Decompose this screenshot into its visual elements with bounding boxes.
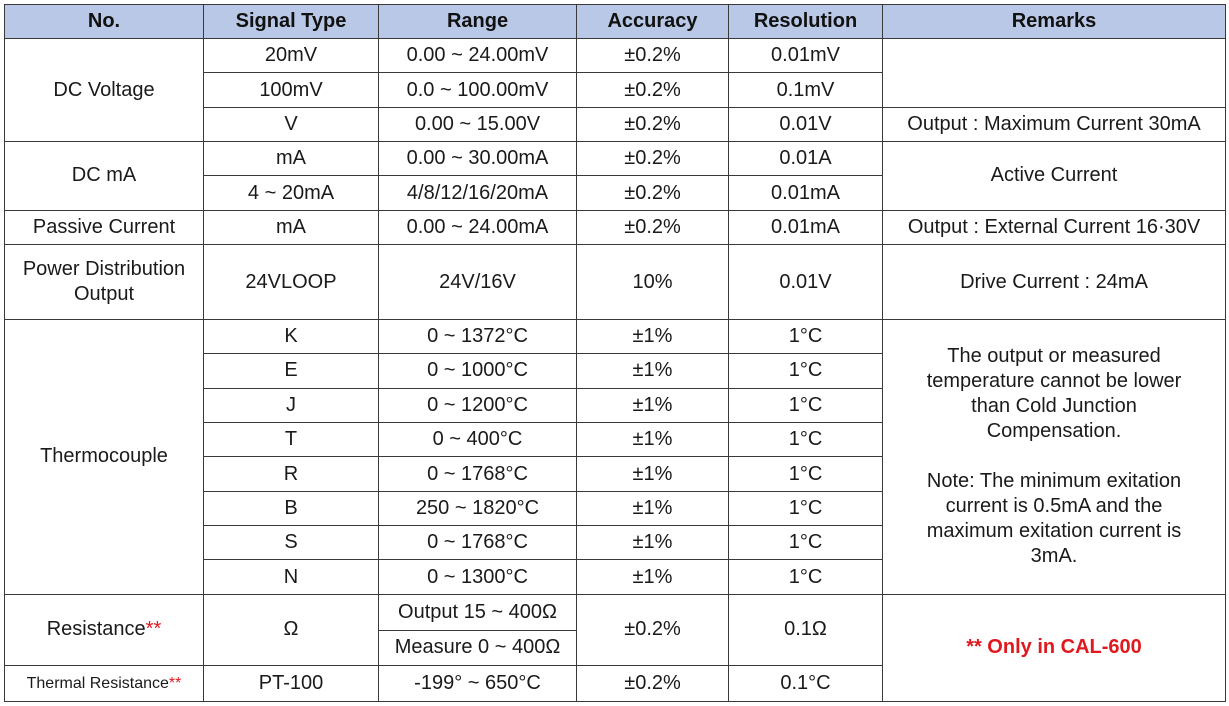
accuracy-cell: ±0.2% [577, 594, 729, 665]
table-row [5, 245, 1226, 320]
signal-cell: 4 ~ 20mA [204, 176, 379, 210]
header-range: Range [379, 5, 577, 39]
resolution-cell: 1°C [729, 526, 883, 560]
signal-cell: S [204, 526, 379, 560]
accuracy-cell: ±1% [577, 388, 729, 422]
signal-cell: E [204, 354, 379, 388]
range-cell: 4/8/12/16/20mA [379, 176, 577, 210]
header-signal-type: Signal Type [204, 5, 379, 39]
remark-line: maximum exitation current is [926, 520, 1182, 543]
signal-cell: K [204, 319, 379, 353]
resolution-cell: 1°C [729, 319, 883, 353]
accuracy-cell: ±0.2% [577, 73, 729, 107]
resolution-cell: 1°C [729, 423, 883, 457]
signal-cell: mA [204, 210, 379, 244]
resolution-cell: 0.1°C [729, 665, 883, 701]
signal-cell: Ω [204, 594, 379, 665]
signal-cell: N [204, 560, 379, 594]
remark-line: than Cold Junction [971, 395, 1137, 418]
category-resistance [5, 594, 204, 665]
category-power-distribution [5, 245, 204, 320]
range-cell: 0.00 ~ 24.00mV [379, 39, 577, 73]
accuracy-cell: ±0.2% [577, 107, 729, 141]
remark-paragraph [887, 344, 1221, 444]
accuracy-cell: ±0.2% [577, 39, 729, 73]
resolution-cell: 0.01A [729, 142, 883, 176]
asterisk-mark: ** [145, 618, 162, 641]
range-cell: 24V/16V [379, 245, 577, 320]
range-cell: 0 ~ 1200°C [379, 388, 577, 422]
resolution-cell: 0.01mA [729, 176, 883, 210]
remark-power-distribution: Drive Current : 24mA [883, 245, 1226, 320]
resolution-cell: 0.01mV [729, 39, 883, 73]
remark-line: temperature cannot be lower [926, 370, 1182, 393]
accuracy-cell: 10% [577, 245, 729, 320]
accuracy-cell: ±1% [577, 423, 729, 457]
range-cell: Output 15 ~ 400Ω [379, 594, 577, 630]
header-accuracy: Accuracy [577, 5, 729, 39]
accuracy-cell: ±0.2% [577, 665, 729, 701]
remark-line: The output or measured [947, 345, 1161, 368]
signal-cell: B [204, 491, 379, 525]
range-cell: 0 ~ 400°C [379, 423, 577, 457]
remark-cal-600-note: ** Only in CAL-600 [883, 594, 1226, 701]
table-row [5, 142, 1226, 176]
signal-cell: T [204, 423, 379, 457]
header-row [5, 5, 1226, 39]
resolution-cell: 1°C [729, 560, 883, 594]
resolution-cell: 1°C [729, 457, 883, 491]
signal-cell: V [204, 107, 379, 141]
signal-cell: mA [204, 142, 379, 176]
asterisk-mark: ** [168, 674, 182, 692]
category-dc-voltage: DC Voltage [5, 39, 204, 142]
accuracy-cell: ±1% [577, 457, 729, 491]
category-thermocouple: Thermocouple [5, 319, 204, 594]
accuracy-cell: ±1% [577, 354, 729, 388]
resolution-cell: 1°C [729, 491, 883, 525]
accuracy-cell: ±0.2% [577, 142, 729, 176]
remark-thermocouple [883, 319, 1226, 594]
table-row [5, 39, 1226, 73]
header-no: No. [5, 5, 204, 39]
specification-table [4, 4, 1226, 702]
resolution-cell: 0.1mV [729, 73, 883, 107]
remark-dc-ma: Active Current [883, 142, 1226, 211]
range-cell: 0 ~ 1372°C [379, 319, 577, 353]
remark-line: Note: The minimum exitation [926, 470, 1182, 493]
resolution-cell: 1°C [729, 354, 883, 388]
remark-dc-voltage: Output : Maximum Current 30mA [883, 107, 1226, 141]
remark-empty [883, 39, 1226, 108]
range-cell: 0 ~ 1000°C [379, 354, 577, 388]
category-line: Output [73, 283, 135, 306]
resolution-cell: 0.01V [729, 107, 883, 141]
category-passive-current: Passive Current [5, 210, 204, 244]
signal-cell: 20mV [204, 39, 379, 73]
accuracy-cell: ±1% [577, 491, 729, 525]
range-cell: 0 ~ 1300°C [379, 560, 577, 594]
range-cell: Measure 0 ~ 400Ω [379, 631, 577, 665]
signal-cell: 24VLOOP [204, 245, 379, 320]
resolution-cell: 1°C [729, 388, 883, 422]
accuracy-cell: ±1% [577, 319, 729, 353]
accuracy-cell: ±0.2% [577, 176, 729, 210]
resolution-cell: 0.01V [729, 245, 883, 320]
range-cell: 0.00 ~ 30.00mA [379, 142, 577, 176]
range-cell: 0.00 ~ 24.00mA [379, 210, 577, 244]
table-row [5, 594, 1226, 630]
range-cell: 0 ~ 1768°C [379, 526, 577, 560]
category-dc-ma: DC mA [5, 142, 204, 211]
remark-line: current is 0.5mA and the [945, 495, 1163, 518]
range-cell: 0.0 ~ 100.00mV [379, 73, 577, 107]
category-thermal-resistance [5, 665, 204, 701]
accuracy-cell: ±1% [577, 560, 729, 594]
category-line: Power Distribution [22, 258, 186, 281]
remark-line: 3mA. [1030, 545, 1078, 568]
signal-cell: J [204, 388, 379, 422]
accuracy-cell: ±1% [577, 526, 729, 560]
category-label: Resistance [46, 618, 146, 641]
resolution-cell: 0.1Ω [729, 594, 883, 665]
signal-cell: R [204, 457, 379, 491]
signal-cell: 100mV [204, 73, 379, 107]
category-label: Thermal Resistance [26, 674, 169, 692]
remark-line: Compensation. [986, 420, 1122, 443]
range-cell: 250 ~ 1820°C [379, 491, 577, 525]
signal-cell: PT-100 [204, 665, 379, 701]
accuracy-cell: ±0.2% [577, 210, 729, 244]
resolution-cell: 0.01mA [729, 210, 883, 244]
range-cell: 0.00 ~ 15.00V [379, 107, 577, 141]
range-cell: -199° ~ 650°C [379, 665, 577, 701]
header-resolution: Resolution [729, 5, 883, 39]
range-cell: 0 ~ 1768°C [379, 457, 577, 491]
header-remarks: Remarks [883, 5, 1226, 39]
remark-spacer [887, 444, 1221, 469]
remark-passive-current: Output : External Current 16·30V [883, 210, 1226, 244]
table-row [5, 319, 1226, 353]
table-row [5, 210, 1226, 244]
remark-note [887, 469, 1221, 569]
